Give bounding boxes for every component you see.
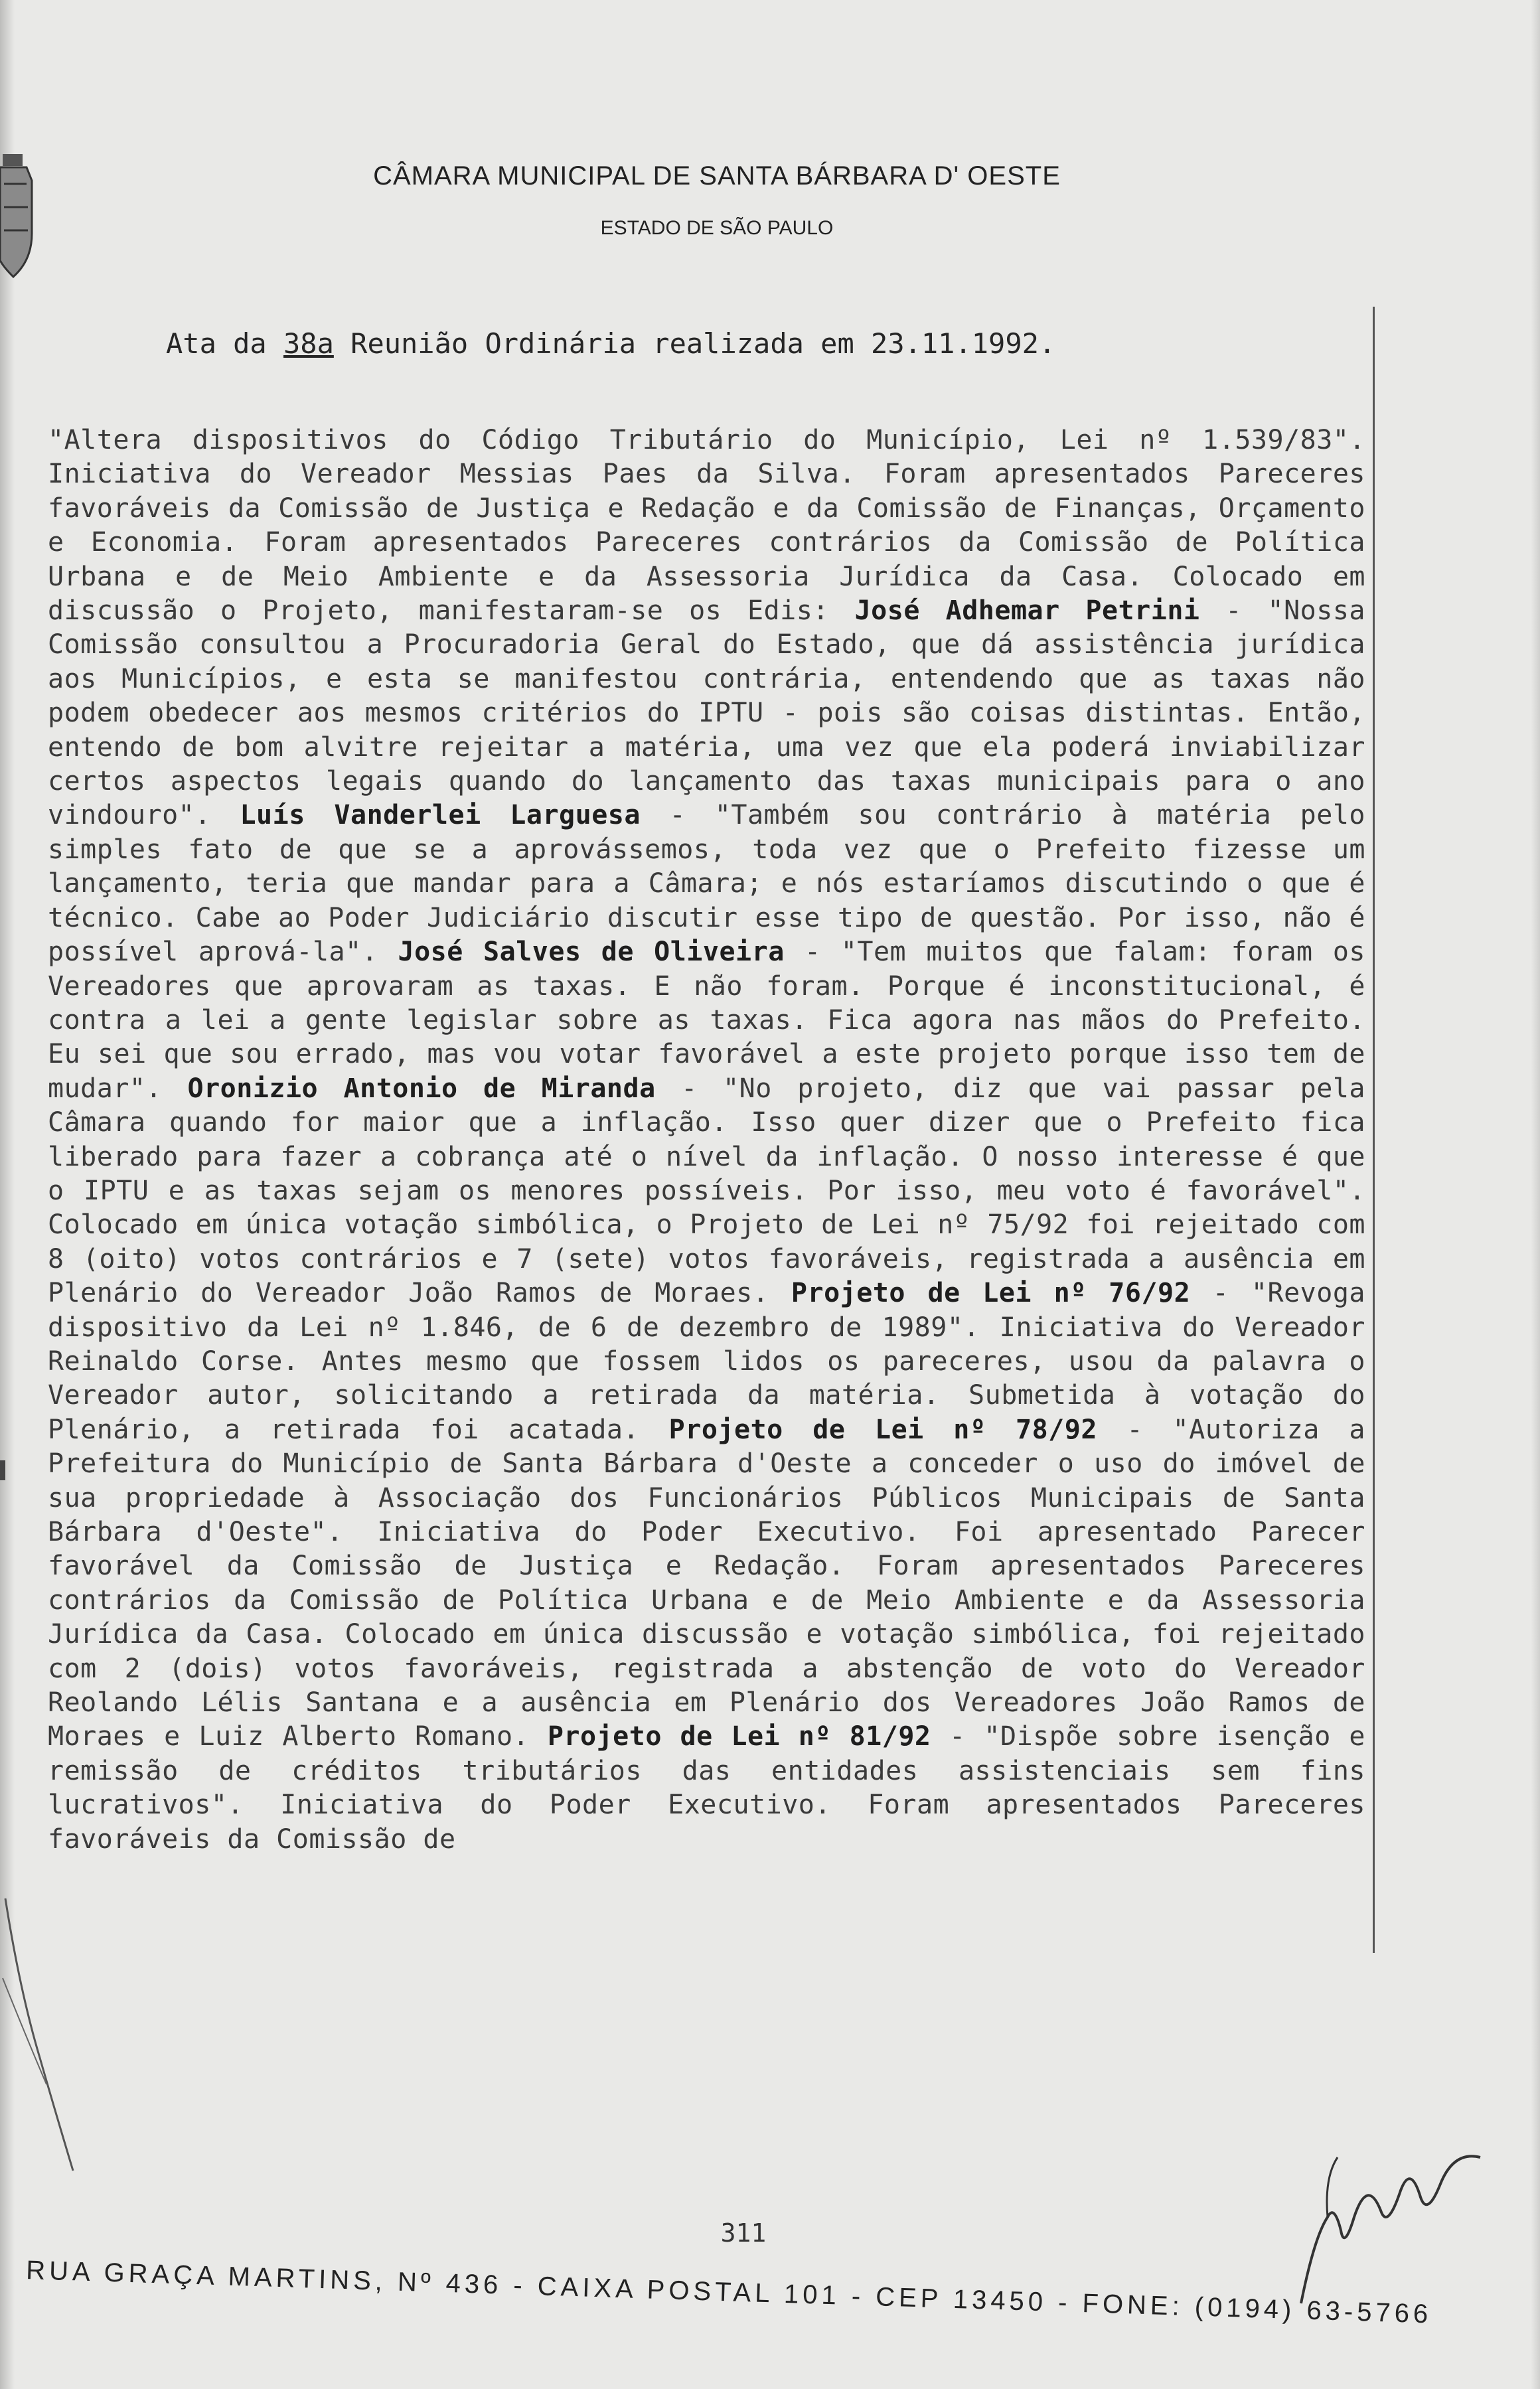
page-edge-shadow-right: [1531, 0, 1540, 2389]
body-sentence: - "Nossa Comissão consultou a Procuradoria Geral do Estado, que dá assistência jurídica aos Municípios, e esta se manifestou contrária, entendendo que as taxas não podem obedecer aos mesmos critérios do IPTU - pois são coisas distintas. Então, entendo de bom alvitre rejeitar a matéria, uma vez que ela poderá inviabilizar certos aspectos legais quando do lançamento das taxas municipais para o ano vindouro".: [48, 595, 1365, 831]
speaker-name: José Adhemar Petrini: [854, 595, 1200, 627]
punch-hole-mark: [0, 1460, 5, 1480]
heading-prefix: Ata da: [166, 327, 284, 360]
body-sentence: "Altera dispositivos do Código Tributário do Município, Lei nº 1.539/83". Iniciativa do Vereador Messias Paes da Silva. Foram apresentados Pareceres favoráveis da Comissão de Justiça e Redação e da Comissão de Finanças, Orçamento e Economia. Foram apresentados Pareceres contrários da Comissão de Política Urbana e de Meio Ambiente e da Assessoria Jurídica da Casa. Colocado em discussão o Projeto, manifestaram-se os Edis:: [48, 425, 1365, 627]
speaker-name: Luís Vanderlei Larguesa: [240, 800, 641, 831]
heading-ordinal: 38a: [283, 327, 334, 360]
page-number: 311: [720, 2218, 767, 2248]
footer-address: RUA GRAÇA MARTINS, Nº 436 - CAIXA POSTAL 101 - CEP 13450 - FONE: (0194) 63-5766: [25, 2256, 1432, 2329]
body-sentence: - "Também sou contrário à matéria pelo simples fato de que se a aprovássemos, toda vez que o Prefeito fizesse um lançamento, teria que mandar para a Câmara; e nós estaríamos discutindo o que é técnico. Cabe ao Poder Judiciário discutir esse tipo de questão. Por isso, não é possível aprová-la".: [48, 800, 1366, 968]
document-heading: [166, 327, 1055, 360]
body-sentence: - "Tem muitos que falam: foram os Vereadores que aprovaram as taxas. E não foram. Porque é inconstitucional, é contra a lei a gente legislar sobre as taxas. Fica agora nas mãos do Prefeito. Eu sei que sou errado, mas vou votar favorável a este projeto porque isso tem de mudar".: [48, 937, 1365, 1104]
speaker-name: Oronizio Antonio de Miranda: [187, 1073, 656, 1104]
letterhead-subtitle: ESTADO DE SÃO PAULO: [600, 217, 834, 239]
bill-title: Projeto de Lei nº 78/92: [668, 1414, 1097, 1445]
margin-rule: [1373, 307, 1375, 1953]
margin-pen-stroke: [0, 1885, 80, 2177]
body-sentence: - "Revoga dispositivo da Lei nº 1.846, de 6 de dezembro de 1989". Iniciativa do Vereador Reinaldo Corse. Antes mesmo que fossem lidos os pareceres, usou da palavra o Vereador autor, solicitando a retirada da matéria. Submetida à votação do Plenário, a retirada foi acatada.: [48, 1278, 1366, 1445]
minutes-body: [48, 424, 1365, 1857]
handwritten-signature-icon: [1288, 2137, 1487, 2310]
bill-title: Projeto de Lei nº 81/92: [547, 1721, 931, 1752]
heading-suffix: Reunião Ordinária realizada em 23.11.1992.: [333, 327, 1056, 360]
letterhead-title: CÂMARA MUNICIPAL DE SANTA BÁRBARA D' OESTE: [373, 161, 1061, 191]
speaker-name: José Salves de Oliveira: [398, 937, 785, 968]
body-sentence: - "Autoriza a Prefeitura do Município de Santa Bárbara d'Oeste a conceder o uso do imóvel de sua propriedade à Associação dos Funcionários Públicos Municipais de Santa Bárbara d'Oeste". Iniciativa do Poder Executivo. Foi apresentado Parecer favorável da Comissão de Justiça e Redação. Foram apresentados Pareceres contrários da Comissão de Política Urbana e de Meio Ambiente e da Assessoria Jurídica da Casa. Colocado em única discussão e votação simbólica, foi rejeitado com 2 (dois) votos favoráveis, registrada a abstenção de voto do Vereador Reolando Lélis Santana e a ausência em Plenário dos Vereadores João Ramos de Moraes e Luiz Alberto Romano.: [48, 1414, 1366, 1752]
body-sentence: - "No projeto, diz que vai passar pela Câmara quando for maior que a inflação. Isso quer dizer que o Prefeito fica liberado para fazer a cobrança até o nível da inflação. O nosso interesse é que o IPTU e as taxas sejam os menores possíveis. Por isso, meu voto é favorável". Colocado em única votação simbólica, o Projeto de Lei nº 75/92 foi rejeitado com 8 (oito) votos contrários e 7 (sete) votos favoráveis, registrada a ausência em Plenário do Vereador João Ramos de Moraes.: [48, 1073, 1366, 1309]
body-sentence: - "Dispõe sobre isenção e remissão de créditos tributários das entidades assistenciais sem fins lucrativos". Iniciativa do Poder Executivo. Foram apresentados Pareceres favoráveis da Comissão de: [48, 1721, 1366, 1855]
bill-title: Projeto de Lei nº 76/92: [791, 1278, 1191, 1309]
